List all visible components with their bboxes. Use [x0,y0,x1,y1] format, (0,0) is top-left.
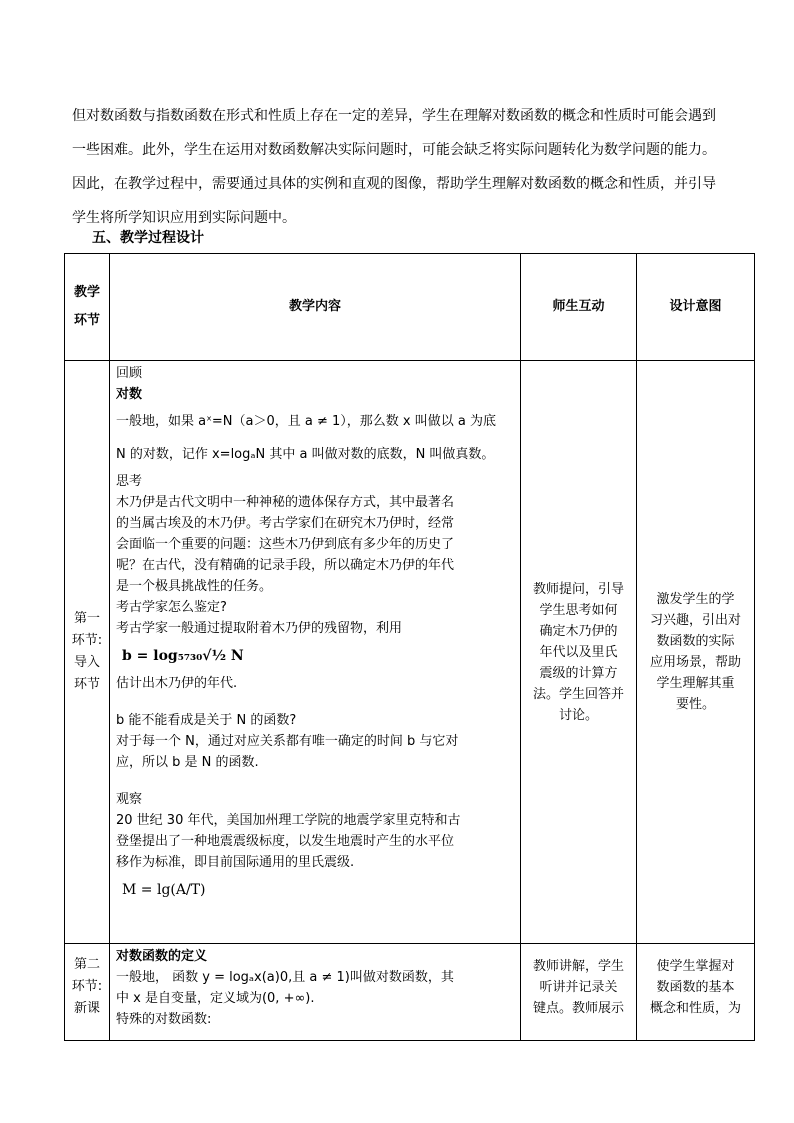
estimate-text: 估计出木乃伊的年代. [116,676,238,691]
log-definition: 一般地，如果 aˣ=N（a＞0，且 a ≠ 1），那么数 x 叫做以 a 为底 [116,414,496,429]
log-title: 对数 [116,387,143,402]
stage-line: 第一 [73,611,100,626]
content-cell-1 [110,361,521,944]
interaction-line: 教师讲解，学生 [532,959,624,974]
richter-text: 移作为标准，即目前国际通用的里氏震级. [116,855,355,870]
interaction-line: 年代以及里氏 [539,644,618,660]
header-interaction: 师生互动 [521,254,637,361]
teaching-process-table [64,253,755,1041]
interaction-line: 确定木乃伊的 [539,623,618,639]
header-content: 教学内容 [110,254,521,361]
mummy-text: 会面临一个重要的问题：这些木乃伊到底有多少年的历史了 [116,537,455,552]
intent-line: 应用场景，帮助 [649,655,741,670]
observe-label: 观察 [116,792,143,807]
function-answer: 应，所以 b 是 N 的函数. [116,755,259,770]
interaction-line: 键点。教师展示 [532,1001,624,1016]
function-question: b 能不能看成是关于 N 的函数? [116,713,297,728]
special-log-label: 特殊的对数函数: [116,1012,212,1027]
intent-line: 数函数的基本 [656,980,735,995]
intent-cell-1 [637,361,755,944]
formula-m: M = lg(A/T) [122,882,206,898]
richter-text: 登堡提出了一种地震震级标度，以发生地震时产生的水平位 [116,834,455,849]
richter-text: 20 世纪 30 年代，美国加州理工学院的地震学家里克特和古 [116,813,461,828]
stage-line: 环节: [71,979,103,994]
stage-line: 环节 [73,677,100,692]
header-stage [65,254,110,361]
table-row [65,361,755,944]
question-label: 考古学家怎么鉴定? [116,600,227,615]
section-title: 五、教学过程设计 [92,230,204,246]
intro-line: 但对数函数与指数函数在形式和性质上存在一定的差异，学生在理解对数函数的概念和性质时可能会遇到 [72,108,716,124]
function-answer: 对于每一个 N，通过对应关系都有唯一确定的时间 b 与它对 [116,734,459,749]
log-function-definition: 一般地， 函数 y = logₐx(a)0,且 a ≠ 1)叫做对数函数，其 [116,970,454,985]
content-cell-2 [110,944,521,1041]
interaction-line: 讨论。 [558,707,598,723]
formula-b: b = log₅₇₃₀√½ N [122,648,244,664]
stage-line: 环节: [71,633,103,648]
interaction-line: 学生思考如何 [539,602,618,618]
spacer [116,773,516,789]
intent-line: 习兴趣，引出对 [649,613,741,628]
intro-line: 学生将所学知识应用到实际问题中。 [72,210,296,226]
interaction-line: 听讲并记录关 [539,980,618,995]
mummy-text: 的当属古埃及的木乃伊。考古学家们在研究木乃伊时，经常 [116,516,455,531]
interaction-line: 教师提问，引导 [532,581,624,597]
stage-line: 新课 [73,1001,100,1016]
intent-line: 学生理解其重 [656,676,735,691]
intent-line: 使学生掌握对 [656,959,735,974]
intro-paragraph [72,99,732,235]
intro-line: 因此，在教学过程中，需要通过具体的实例和直观的图像，帮助学生理解对数函数的概念和性质，并引导 [72,176,716,192]
intro-line: 一些困难。此外，学生在运用对数函数解决实际问题时，可能会缺乏将实际问题转化为数学问题的能力。 [72,142,716,158]
stage-line: 第二 [73,957,100,972]
stage-cell-2 [65,944,110,1041]
interaction-line: 震级的计算方 [539,665,618,681]
interaction-line: 法。学生回答并 [532,686,624,702]
interaction-cell-2 [521,944,637,1041]
interaction-cell-1 [521,361,637,944]
intent-line: 概念和性质，为 [649,1001,741,1016]
stage-cell-1 [65,361,110,944]
log-function-title: 对数函数的定义 [116,949,208,964]
log-function-definition: 中 x 是自变量，定义域为(0, +∞). [116,991,315,1006]
method-text: 考古学家一般通过提取附着木乃伊的残留物，利用 [116,621,403,636]
mummy-text: 呢？在古代，没有精确的记录手段，所以确定木乃伊的年代 [116,558,455,573]
header-intent: 设计意图 [637,254,755,361]
review-label: 回顾 [116,366,143,381]
intent-line: 数函数的实际 [656,634,735,649]
mummy-text: 木乃伊是古代文明中一种神秘的遗体保存方式，其中最著名 [116,495,455,510]
table-header-row [65,254,755,361]
spacer [116,694,516,710]
stage-line: 导入 [73,655,100,670]
intent-line: 要性。 [675,697,715,712]
think-label: 思考 [116,474,143,489]
log-definition: N 的对数，记作 x=logₐN 其中 a 叫做对数的底数，N 叫做真数。 [116,447,495,462]
intent-line: 激发学生的学 [656,592,735,607]
table-row [65,944,755,1041]
mummy-text: 是一个极具挑战性的任务。 [116,579,273,594]
header-stage-line: 教学 [73,285,100,300]
header-stage-line: 环节 [73,313,100,328]
intent-cell-2 [637,944,755,1041]
